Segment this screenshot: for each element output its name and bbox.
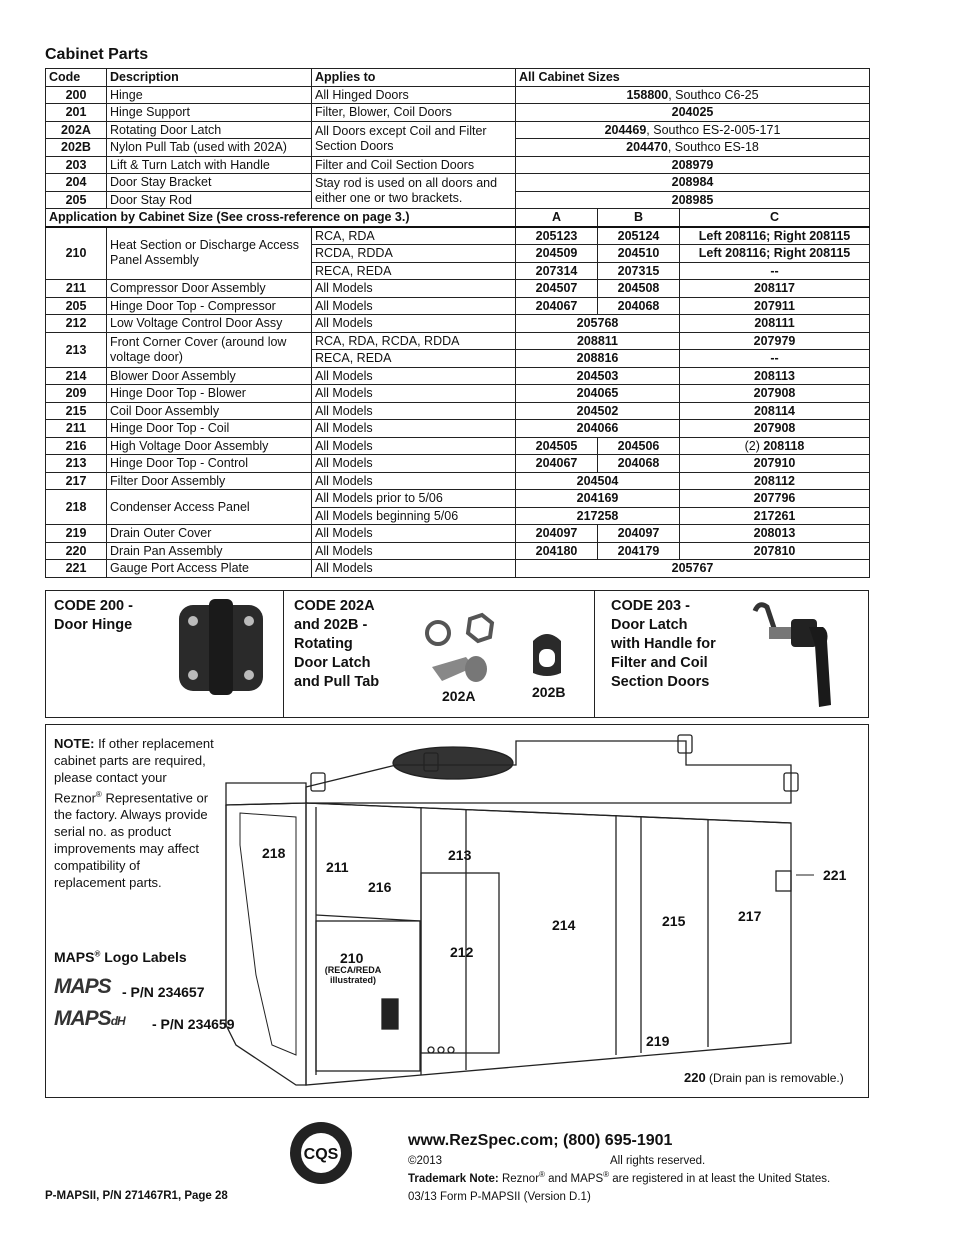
cell-desc: High Voltage Door Assembly xyxy=(107,437,312,455)
cell-part: 208985 xyxy=(516,191,870,209)
footer-form-version: 03/13 Form P-MAPSII (Version D.1) xyxy=(408,1191,591,1203)
trademark-text: are registered in at least the United States. xyxy=(609,1172,831,1185)
cell-part: 208979 xyxy=(516,156,870,174)
latch-handle-icon xyxy=(745,597,845,711)
cell-code: 219 xyxy=(46,525,107,543)
cell-desc: Front Corner Cover (around low voltage door) xyxy=(107,332,312,367)
cell-desc: Filter Door Assembly xyxy=(107,472,312,490)
footer-rights: All rights reserved. xyxy=(610,1155,706,1167)
callout-215: 215 xyxy=(662,913,686,929)
cell-applies: RCA, RDA, RCDA, RDDA xyxy=(312,332,516,350)
cell-c: 208111 xyxy=(680,315,870,333)
cell-desc: Low Voltage Control Door Assy xyxy=(107,315,312,333)
part-note: , Southco ES-18 xyxy=(667,140,759,155)
cell-ab: 204503 xyxy=(516,367,680,385)
cell-desc: Coil Door Assembly xyxy=(107,402,312,420)
cell-applies: All Models xyxy=(312,280,516,298)
cell-applies: RCDA, RDDA xyxy=(312,245,516,263)
caption-line: CODE 202A xyxy=(294,598,375,614)
photo-cell-handle xyxy=(595,591,868,717)
table-row xyxy=(46,174,870,192)
col-c: C xyxy=(680,209,870,227)
cell-a: 205123 xyxy=(516,227,598,245)
cell-part xyxy=(516,139,870,157)
cell-part: 208984 xyxy=(516,174,870,192)
application-header-row xyxy=(46,209,870,227)
cell-c: 207910 xyxy=(680,455,870,473)
photo-cell-hinge xyxy=(46,591,284,717)
table-header-row xyxy=(46,69,870,87)
cabinet-drawing xyxy=(216,725,866,1095)
cell-applies: All Models prior to 5/06 xyxy=(312,490,516,508)
cell-desc: Gauge Port Access Plate xyxy=(107,560,312,578)
cell-desc: Door Stay Rod xyxy=(107,191,312,209)
cell-code: 213 xyxy=(46,455,107,473)
table-row xyxy=(46,227,870,245)
caption-line: with Handle for xyxy=(611,636,716,652)
cell-c: 207908 xyxy=(680,385,870,403)
cell-applies: RECA, REDA xyxy=(312,350,516,368)
table-row xyxy=(46,121,870,139)
cell-code: 216 xyxy=(46,437,107,455)
header-applies: Applies to xyxy=(312,69,516,87)
cell-code: 200 xyxy=(46,86,107,104)
caption-line: Door Hinge xyxy=(54,617,133,633)
note-text: Representative or the factory. Always provide serial no. as product improvements may affect compatibility of replacement parts. xyxy=(54,790,209,891)
cell-b: 204508 xyxy=(598,280,680,298)
cell-c: 207796 xyxy=(680,490,870,508)
cell-c: 208013 xyxy=(680,525,870,543)
callout-220-note: (Drain pan is removable.) xyxy=(705,1071,844,1085)
hinge-caption xyxy=(54,597,133,635)
cell-desc: Compressor Door Assembly xyxy=(107,280,312,298)
cqs-seal-icon xyxy=(287,1120,355,1186)
registered-mark: ® xyxy=(95,790,102,799)
cell-applies: All Models xyxy=(312,560,516,578)
pull-tab-icon xyxy=(529,627,565,679)
cell-code: 204 xyxy=(46,174,107,192)
cell-applies: All Models xyxy=(312,402,516,420)
cell-desc: Heat Section or Discharge Access Panel Assembly xyxy=(107,227,312,280)
cell-c: 207908 xyxy=(680,420,870,438)
cell-desc: Hinge Support xyxy=(107,104,312,122)
cell-applies: All Models xyxy=(312,420,516,438)
page-title: Cabinet Parts xyxy=(45,46,149,63)
cell-code: 202A xyxy=(46,121,107,139)
cell-desc: Hinge Door Top - Coil xyxy=(107,420,312,438)
part-number: 204469 xyxy=(604,122,647,137)
table-row xyxy=(46,104,870,122)
cell-c xyxy=(680,437,870,455)
table-row xyxy=(46,156,870,174)
cell-desc: Blower Door Assembly xyxy=(107,367,312,385)
cell-c: -- xyxy=(680,350,870,368)
trademark-text: and MAPS xyxy=(544,1172,604,1185)
label-202b: 202B xyxy=(532,684,566,700)
callout-220-code: 220 xyxy=(684,1070,706,1085)
caption-line: CODE 203 - xyxy=(611,598,690,614)
cell-part xyxy=(516,121,870,139)
photo-strip xyxy=(45,590,869,718)
cell-b: 204506 xyxy=(598,437,680,455)
cell-b: 204097 xyxy=(598,525,680,543)
callout-221: 221 xyxy=(823,867,847,883)
cell-c: 207810 xyxy=(680,542,870,560)
cell-code: 209 xyxy=(46,385,107,403)
cell-code: 211 xyxy=(46,280,107,298)
footer-page-id: P-MAPSII, P/N 271467R1, Page 28 xyxy=(45,1190,228,1202)
caption-line: Section Doors xyxy=(611,674,710,690)
cell-applies: All Models xyxy=(312,437,516,455)
table-row xyxy=(46,455,870,473)
part-note: , Southco C6-25 xyxy=(668,87,759,102)
handle-caption xyxy=(611,597,716,692)
cell-a: 204507 xyxy=(516,280,598,298)
cell-c: -- xyxy=(680,262,870,280)
note-label: NOTE: xyxy=(54,736,95,751)
table-row xyxy=(46,525,870,543)
cell-c: 208117 xyxy=(680,280,870,298)
cell-ab: 204065 xyxy=(516,385,680,403)
cell-applies: All Models xyxy=(312,542,516,560)
cell-applies: All Hinged Doors xyxy=(312,86,516,104)
maps-logo: MAPS xyxy=(54,975,111,998)
cell-desc: Hinge Door Top - Control xyxy=(107,455,312,473)
cell-applies: RCA, RDA xyxy=(312,227,516,245)
table-row xyxy=(46,367,870,385)
logo-text: MAPS xyxy=(54,1007,111,1030)
callout-217: 217 xyxy=(738,908,762,924)
cell-code: 212 xyxy=(46,315,107,333)
cell-c: 208113 xyxy=(680,367,870,385)
cell-applies: All Doors except Coil and Filter Section Doors xyxy=(312,121,516,156)
cell-applies: Filter and Coil Section Doors xyxy=(312,156,516,174)
part-number-logo-1: - P/N 234657 xyxy=(122,984,205,1000)
cell-code: 203 xyxy=(46,156,107,174)
table-row xyxy=(46,86,870,104)
part-number: 158800 xyxy=(626,87,669,102)
cell-code: 214 xyxy=(46,367,107,385)
callout-210-note: (RECA/REDA illustrated) xyxy=(324,965,382,985)
cell-desc: Hinge Door Top - Blower xyxy=(107,385,312,403)
part-number: 208118 xyxy=(763,438,805,453)
cell-applies: Filter, Blower, Coil Doors xyxy=(312,104,516,122)
cell-c: Left 208116; Right 208115 xyxy=(680,227,870,245)
cell-desc: Drain Pan Assembly xyxy=(107,542,312,560)
cell-a: 204509 xyxy=(516,245,598,263)
callout-216: 216 xyxy=(368,879,392,895)
cell-code: 205 xyxy=(46,191,107,209)
cell-c: 217261 xyxy=(680,507,870,525)
cell-code: 217 xyxy=(46,472,107,490)
cell-b: 207315 xyxy=(598,262,680,280)
latch-caption xyxy=(294,597,379,692)
caption-line: CODE 200 - xyxy=(54,598,133,614)
cell-code: 211 xyxy=(46,420,107,438)
cell-applies: All Models xyxy=(312,315,516,333)
caption-line: Filter and Coil xyxy=(611,655,708,671)
cell-desc: Hinge xyxy=(107,86,312,104)
table-row xyxy=(46,560,870,578)
callout-220 xyxy=(684,1070,844,1085)
cell-code: 221 xyxy=(46,560,107,578)
cell-applies: All Models xyxy=(312,297,516,315)
cell-applies: All Models xyxy=(312,385,516,403)
header-code: Code xyxy=(46,69,107,87)
table-row xyxy=(46,315,870,333)
cell-a: 204505 xyxy=(516,437,598,455)
cell-a: 204067 xyxy=(516,297,598,315)
cell-b: 204068 xyxy=(598,455,680,473)
cell-desc: Nylon Pull Tab (used with 202A) xyxy=(107,139,312,157)
cell-b: 204179 xyxy=(598,542,680,560)
table-row xyxy=(46,472,870,490)
table-row xyxy=(46,280,870,298)
label-202a: 202A xyxy=(442,688,476,704)
photo-cell-latch xyxy=(284,591,595,717)
callout-210: 210 xyxy=(340,950,364,966)
table-row xyxy=(46,420,870,438)
cell-desc: Lift & Turn Latch with Handle xyxy=(107,156,312,174)
note-text: If other replacement cabinet parts are required, please contact your Reznor xyxy=(54,736,214,806)
col-b: B xyxy=(598,209,680,227)
part-number-logo-2: - P/N 234659 xyxy=(152,1016,235,1032)
logo-suffix: dH xyxy=(110,1014,125,1028)
cell-applies: All Models xyxy=(312,472,516,490)
footer-trademark: Trademark Note: Reznor® and MAPS® are registered in at least the United States. xyxy=(408,1170,831,1185)
caption-line: Door Latch xyxy=(611,617,688,633)
cell-code: 210 xyxy=(46,227,107,280)
cell-applies: All Models beginning 5/06 xyxy=(312,507,516,525)
table-row xyxy=(46,437,870,455)
footer-website: www.RezSpec.com; (800) 695-1901 xyxy=(408,1132,673,1149)
cell-applies: Stay rod is used on all doors and either one or two brackets. xyxy=(312,174,516,209)
cell-desc: Rotating Door Latch xyxy=(107,121,312,139)
trademark-label: Trademark Note: xyxy=(408,1172,499,1185)
cell-ab: 217258 xyxy=(516,507,680,525)
table-row xyxy=(46,490,870,508)
cell-applies: All Models xyxy=(312,367,516,385)
cell-b: 204068 xyxy=(598,297,680,315)
hinge-icon xyxy=(171,599,271,695)
cell-a: 207314 xyxy=(516,262,598,280)
cell-c: Left 208116; Right 208115 xyxy=(680,245,870,263)
cell-ab: 204169 xyxy=(516,490,680,508)
cell-a: 204180 xyxy=(516,542,598,560)
callout-211: 211 xyxy=(326,859,349,875)
cell-code: 215 xyxy=(46,402,107,420)
cell-code: 201 xyxy=(46,104,107,122)
quantity-prefix: (2) xyxy=(744,438,764,453)
callout-214: 214 xyxy=(552,917,576,933)
cell-c: 207911 xyxy=(680,297,870,315)
callout-219: 219 xyxy=(646,1033,670,1049)
cell-part: 204025 xyxy=(516,104,870,122)
cell-c: 208112 xyxy=(680,472,870,490)
caption-line: Door Latch xyxy=(294,655,371,671)
cell-code: 220 xyxy=(46,542,107,560)
trademark-text: Reznor xyxy=(498,1172,540,1185)
cqs-text: CQS xyxy=(303,1146,339,1163)
table-row xyxy=(46,402,870,420)
cell-all: 205767 xyxy=(516,560,870,578)
cell-code: 202B xyxy=(46,139,107,157)
caption-line: and 202B - xyxy=(294,617,368,633)
table-row xyxy=(46,297,870,315)
caption-line: and Pull Tab xyxy=(294,674,380,690)
maps-dh-logo xyxy=(54,1007,125,1031)
table-row xyxy=(46,385,870,403)
cell-code: 213 xyxy=(46,332,107,367)
registered-mark: ® xyxy=(94,949,101,959)
cell-ab: 208816 xyxy=(516,350,680,368)
header-description: Description xyxy=(107,69,312,87)
cell-applies: RECA, REDA xyxy=(312,262,516,280)
table-row xyxy=(46,542,870,560)
cabinet-parts-table xyxy=(45,68,870,578)
cell-ab: 205768 xyxy=(516,315,680,333)
cabinet-diagram xyxy=(45,724,869,1098)
application-label: Application by Cabinet Size (See cross-reference on page 3.) xyxy=(46,209,516,227)
cell-b: 204510 xyxy=(598,245,680,263)
heading-text: Logo Labels xyxy=(100,949,187,965)
cell-a: 204097 xyxy=(516,525,598,543)
cell-applies: All Models xyxy=(312,455,516,473)
part-note: , Southco ES-2-005-171 xyxy=(646,122,781,137)
callout-212: 212 xyxy=(450,944,474,960)
callout-218: 218 xyxy=(262,845,286,861)
callout-213: 213 xyxy=(448,847,472,863)
cell-ab: 204502 xyxy=(516,402,680,420)
caption-line: Rotating xyxy=(294,636,353,652)
cell-code: 205 xyxy=(46,297,107,315)
table-row xyxy=(46,332,870,350)
heading-text: MAPS xyxy=(54,949,95,965)
logo-labels-heading xyxy=(54,949,187,965)
cell-applies: All Models xyxy=(312,525,516,543)
cell-c: 208114 xyxy=(680,402,870,420)
replacement-note xyxy=(54,735,214,891)
footer-copyright: ©2013 xyxy=(408,1155,443,1167)
cell-b: 205124 xyxy=(598,227,680,245)
cell-part xyxy=(516,86,870,104)
header-sizes: All Cabinet Sizes xyxy=(516,69,870,87)
cell-desc: Hinge Door Top - Compressor xyxy=(107,297,312,315)
cell-desc: Condenser Access Panel xyxy=(107,490,312,525)
rotating-latch-icon xyxy=(422,609,502,685)
cell-a: 204067 xyxy=(516,455,598,473)
part-number: 204470 xyxy=(626,140,668,155)
cell-ab: 208811 xyxy=(516,332,680,350)
cell-ab: 204504 xyxy=(516,472,680,490)
cell-code: 218 xyxy=(46,490,107,525)
cell-c: 207979 xyxy=(680,332,870,350)
cell-desc: Door Stay Bracket xyxy=(107,174,312,192)
cell-ab: 204066 xyxy=(516,420,680,438)
cell-desc: Drain Outer Cover xyxy=(107,525,312,543)
col-a: A xyxy=(516,209,598,227)
